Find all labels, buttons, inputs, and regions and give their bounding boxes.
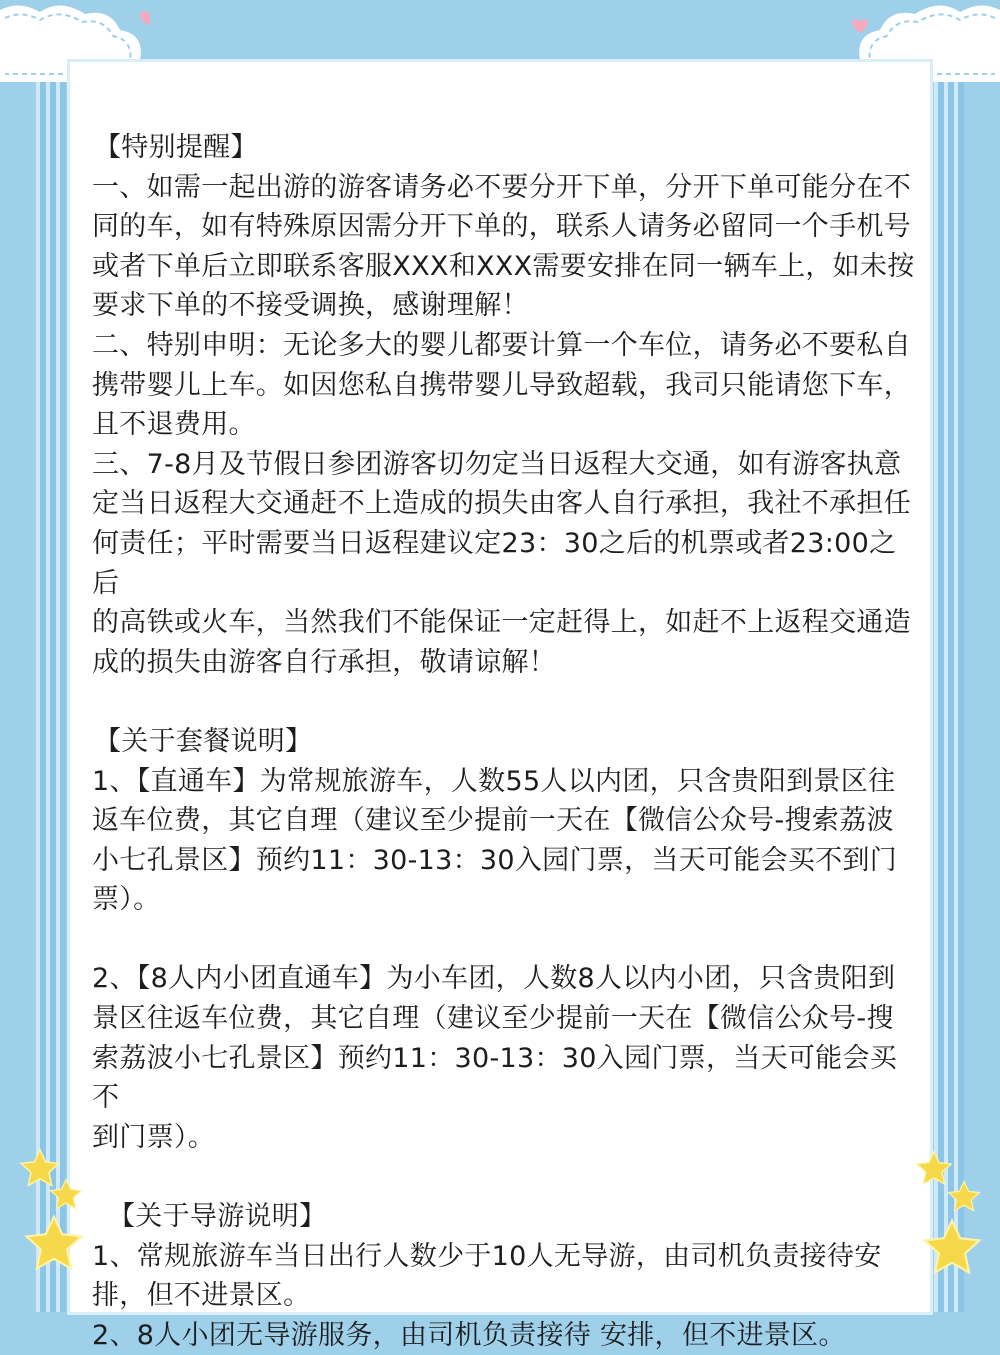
package-item2-line: 景区往返车位费，其它自理（建议至少提前一天在【微信公众号-搜 [92,1003,894,1035]
spacer [92,1157,922,1197]
star-icon [920,1218,984,1282]
special-notice-line: 二、特别申明：无论多大的婴儿都要计算一个车位，请务必不要私自 [92,329,911,361]
package-item1-line: 1、【直通车】为常规旅游车，人数55人以内团，只含贵阳到景区往 [92,765,896,797]
package-item2-line: 2、【8人内小团直通车】为小车团，人数8人以内小团，只含贵阳到 [92,963,896,995]
guide-info-line: 2、8人小团无导游服务，由司机负责接待 安排，但不进景区。 [92,1319,846,1351]
star-icon [22,1214,86,1278]
special-notice-line: 且不退费用。 [92,409,256,441]
right-stripe-border [934,40,964,1312]
package-item1-line: 票）。 [92,884,161,916]
special-notice-line: 何责任；平时需要当日返程建议定23：30之后的机票或者23:00之后 [92,527,897,599]
package-item2-line: 索荔波小七孔景区】预约11：30-13：30入园门票，当天可能会买不 [92,1042,898,1114]
package-item2-line: 到门票）。 [92,1121,215,1153]
special-notice-title: 【特别提醒】 [94,132,258,163]
document-content [92,128,922,1355]
spacer [92,920,922,960]
guide-info-line: 排，但不进景区。 [92,1280,311,1312]
special-notice-line: 三、7-8月及节假日参团游客切勿定当日返程大交通，如有游客执意 [92,448,902,480]
package-item1-line: 返车位费，其它自理（建议至少提前一天在【微信公众号-搜索荔波 [92,805,894,837]
special-notice-line: 携带婴儿上车。如因您私自携带婴儿导致超载，我司只能请您下车， [92,369,911,401]
special-notice-line: 成的损失由游客自行承担，敬请谅解！ [92,646,557,678]
guide-info-title: 【关于导游说明】 [108,1201,327,1233]
special-notice-line: 一、如需一起出游的游客请务必不要分开下单，分开下单可能分在不 [92,171,911,203]
spacer [92,682,922,722]
left-stripe-border [36,40,66,1312]
heart-icon [140,11,150,25]
package-item1-line: 小七孔景区】预约11：30-13：30入园门票，当天可能会买不到门 [92,844,898,876]
package-info-title: 【关于套餐说明】 [94,725,313,757]
special-notice-line: 或者下单后立即联系客服XXX和XXX需要安排在同一辆车上，如未按 [92,250,915,282]
star-icon [48,1178,84,1214]
guide-info-line: 1、常规旅游车当日出行人数少于10人无导游，由司机负责接待安 [92,1240,882,1272]
special-notice-line: 要求下单的不接受调换，感谢理解！ [92,290,529,322]
star-icon [946,1180,982,1216]
content-paper [70,62,930,1351]
heart-icon [852,19,868,33]
special-notice-line: 同的车，如有特殊原因需分开下单的，联系人请务必留同一个手机号 [92,211,911,243]
special-notice-line: 定当日返程大交通赶不上造成的损失由客人自行承担，我社不承担任 [92,488,911,520]
special-notice-line: 的高铁或火车，当然我们不能保证一定赶得上，如赶不上返程交通造 [92,607,911,639]
